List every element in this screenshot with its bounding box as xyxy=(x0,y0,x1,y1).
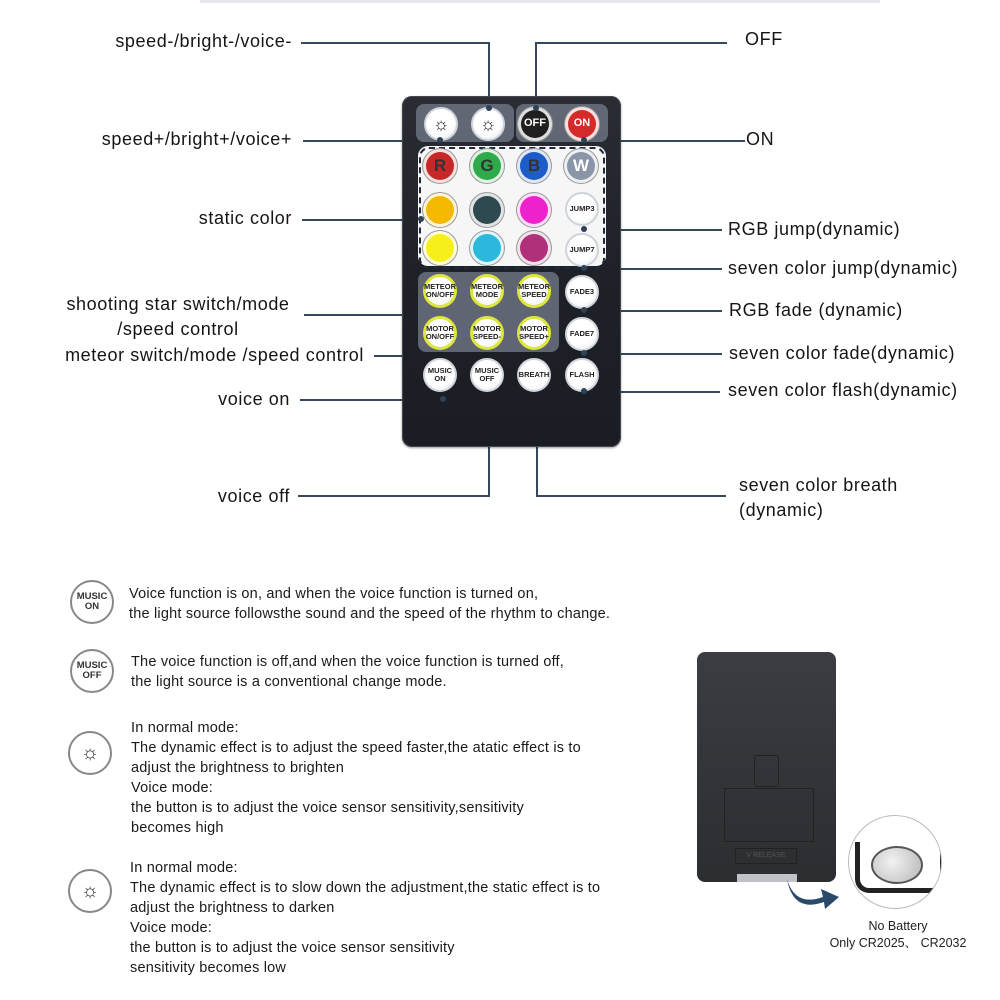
icon-l2: ON xyxy=(84,601,100,612)
desc-line: Voice function is on, and when the voice function is turned on, xyxy=(129,586,539,602)
meteor-onoff-button[interactable] xyxy=(423,274,457,308)
red-label: R xyxy=(433,156,447,176)
bright-up-icon: ☼ xyxy=(68,731,112,775)
meteor-onoff-label xyxy=(424,283,456,299)
label-shooting-star-line2: /speed control xyxy=(117,319,239,339)
remote-control-back xyxy=(697,652,836,882)
leader-line xyxy=(536,495,726,497)
white-button[interactable] xyxy=(564,149,598,183)
white-label: W xyxy=(572,156,590,176)
label-meteor: meteor switch/mode /speed control xyxy=(65,345,364,365)
l1: MUSIC xyxy=(474,366,500,376)
music-on-description xyxy=(129,584,610,624)
breath-button[interactable] xyxy=(517,358,551,392)
label-shooting-star xyxy=(52,292,304,342)
motor-speed-minus-label xyxy=(473,325,501,341)
desc-line: In normal mode: xyxy=(131,720,239,736)
magenta-button[interactable] xyxy=(517,193,551,227)
connector-dot xyxy=(533,105,539,111)
label-seven-breath xyxy=(739,473,898,523)
top-border xyxy=(200,0,880,3)
desc-line: the button is to adjust the voice sensor sensitivity xyxy=(130,940,455,956)
desc-line: the light source followsthe sound and the speed of the rhythm to change. xyxy=(129,606,611,622)
desc-line: adjust the brightness to darken xyxy=(130,900,335,916)
battery-tray-closeup xyxy=(848,815,942,909)
music-on-label xyxy=(428,367,452,383)
leader-line xyxy=(535,42,727,44)
connector-dot xyxy=(581,350,587,356)
bright-down-icon: ☼ xyxy=(68,869,112,913)
icon-l1: MUSIC xyxy=(76,590,108,602)
l2: OFF xyxy=(479,374,495,383)
motor-speed-plus-label xyxy=(519,325,549,341)
l2: SPEED- xyxy=(473,332,501,341)
jump3-label: JUMP3 xyxy=(569,204,595,214)
blue-label: B xyxy=(527,156,541,176)
label-seven-jump: seven color jump(dynamic) xyxy=(728,258,959,278)
fade3-button[interactable] xyxy=(565,275,599,309)
yellow-button[interactable] xyxy=(423,231,457,265)
l1: MUSIC xyxy=(427,366,453,376)
bright-down-description xyxy=(130,858,600,978)
fade7-button[interactable] xyxy=(565,317,599,351)
music-off-button[interactable] xyxy=(470,358,504,392)
orange-yellow-button[interactable] xyxy=(423,193,457,227)
red-button[interactable] xyxy=(423,149,457,183)
battery-note xyxy=(808,918,988,952)
fade7-label: FADE7 xyxy=(569,329,595,339)
l2: ON xyxy=(434,374,446,383)
icon-l1: MUSIC xyxy=(76,659,108,671)
bright-up-description xyxy=(131,718,581,838)
l1: MOTOR xyxy=(520,324,548,334)
on-button-label: ON xyxy=(573,117,591,130)
desc-line: The dynamic effect is to slow down the adjustment,the static effect is to xyxy=(130,880,601,896)
meteor-mode-label xyxy=(471,283,503,299)
remote-control-front xyxy=(402,96,621,447)
music-off-description xyxy=(131,652,564,692)
desc-line: the button is to adjust the voice sensor sensitivity,sensitivity xyxy=(131,800,524,816)
sun-up-icon: ☼ xyxy=(432,113,450,134)
motor-speed-plus-button[interactable] xyxy=(517,316,551,350)
battery-note-line2: Only CR2025、 CR2032 xyxy=(829,936,967,950)
connector-dot xyxy=(581,265,587,271)
desc-line: adjust the brightness to brighten xyxy=(131,760,344,776)
label-seven-breath-line1: seven color breath xyxy=(739,475,898,495)
icon-l2: OFF xyxy=(82,670,102,681)
motor-onoff-label xyxy=(426,325,454,341)
bright-up-button[interactable] xyxy=(424,107,458,141)
flash-button[interactable] xyxy=(565,358,599,392)
desc-line: sensitivity becomes low xyxy=(130,960,287,976)
motor-speed-minus-button[interactable] xyxy=(470,316,504,350)
connector-dot xyxy=(418,216,424,222)
label-off: OFF xyxy=(745,29,783,49)
label-voice-on: voice on xyxy=(218,389,290,409)
connector-dot xyxy=(581,226,587,232)
l2: MODE xyxy=(475,290,499,299)
connector-dot xyxy=(581,307,587,313)
label-rgb-jump: RGB jump(dynamic) xyxy=(728,219,901,239)
label-static-color: static color xyxy=(198,208,292,228)
on-button[interactable] xyxy=(565,107,599,141)
label-rgb-fade: RGB fade (dynamic) xyxy=(729,300,903,320)
green-button[interactable] xyxy=(470,149,504,183)
l1: MOTOR xyxy=(473,324,501,334)
sun-down-icon: ☼ xyxy=(479,113,497,134)
recycle-bin-icon xyxy=(754,755,779,787)
music-off-label xyxy=(475,367,499,383)
l1: METEOR xyxy=(423,282,457,292)
label-seven-fade: seven color fade(dynamic) xyxy=(729,343,956,363)
desc-line: The voice function is off,and when the voice function is turned off, xyxy=(131,654,565,670)
jump7-button[interactable] xyxy=(565,233,599,267)
purple-button[interactable] xyxy=(517,231,551,265)
connector-dot xyxy=(581,388,587,394)
jump3-button[interactable] xyxy=(565,192,599,226)
l2: SPEED xyxy=(521,290,547,299)
label-speed-minus: speed-/bright-/voice- xyxy=(115,31,292,51)
cyan-button[interactable] xyxy=(470,231,504,265)
breath-label: BREATH xyxy=(518,370,550,380)
connector-dot xyxy=(437,137,443,143)
desc-line: The dynamic effect is to adjust the speed faster,the atatic effect is to xyxy=(131,740,581,756)
release-label: V RELEASE xyxy=(735,848,797,864)
jump7-label: JUMP7 xyxy=(569,245,595,255)
l2: ON/OFF xyxy=(425,332,455,341)
off-button[interactable] xyxy=(518,107,552,141)
meteor-speed-label xyxy=(518,283,550,299)
bright-down-button[interactable] xyxy=(471,107,505,141)
desc-line: becomes high xyxy=(131,820,224,836)
battery-note-line1: No Battery xyxy=(868,919,928,933)
battery-compartment[interactable] xyxy=(724,788,814,842)
flash-label: FLASH xyxy=(569,370,595,380)
leader-line xyxy=(298,495,489,497)
leader-line xyxy=(301,42,489,44)
green-label: G xyxy=(480,156,494,176)
music-on-icon xyxy=(70,580,114,624)
label-voice-off: voice off xyxy=(217,486,290,506)
label-speed-plus: speed+/bright+/voice+ xyxy=(101,129,292,149)
meteor-mode-button[interactable] xyxy=(470,274,504,308)
meteor-speed-button[interactable] xyxy=(517,274,551,308)
connector-dot xyxy=(486,105,492,111)
desc-line: Voice mode: xyxy=(131,780,213,796)
l1: METEOR xyxy=(470,282,504,292)
l1: METEOR xyxy=(517,282,551,292)
desc-line: In normal mode: xyxy=(130,860,238,876)
connector-dot xyxy=(440,396,446,402)
off-button-label: OFF xyxy=(524,117,546,130)
connector-dot xyxy=(581,137,587,143)
desc-line: Voice mode: xyxy=(130,920,212,936)
music-on-button[interactable] xyxy=(423,358,457,392)
fade3-label: FADE3 xyxy=(569,287,595,297)
curved-arrow-icon xyxy=(783,875,843,911)
blue-button[interactable] xyxy=(517,149,551,183)
desc-line: the light source is a conventional change mode. xyxy=(131,674,447,690)
label-on: ON xyxy=(746,129,775,149)
label-seven-flash: seven color flash(dynamic) xyxy=(728,380,958,400)
dark-teal-button[interactable] xyxy=(470,193,504,227)
l2: ON/OFF xyxy=(425,290,455,299)
l2: SPEED+ xyxy=(519,332,549,341)
label-shooting-star-line1: shooting star switch/mode xyxy=(66,294,290,314)
coin-cell-battery-icon xyxy=(871,846,923,884)
l1: MOTOR xyxy=(426,324,454,334)
music-off-icon xyxy=(70,649,114,693)
motor-onoff-button[interactable] xyxy=(423,316,457,350)
label-seven-breath-line2: (dynamic) xyxy=(739,500,824,520)
